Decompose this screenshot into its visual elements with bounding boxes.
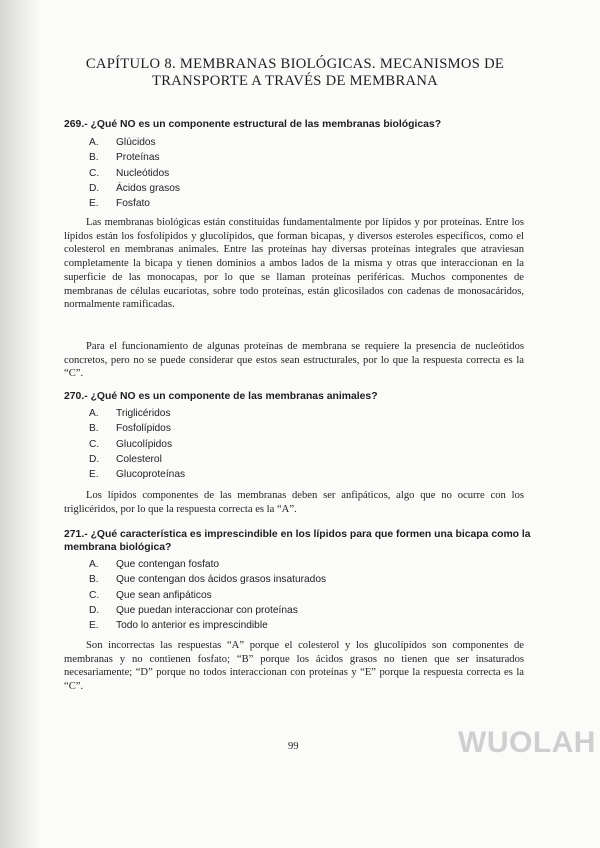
option-item: [89, 603, 326, 618]
option-item: [89, 452, 185, 467]
option-text: Glucolípidos: [116, 438, 173, 450]
question-271: 271.- ¿Qué característica es imprescindible en los lípidos para que formen una bicapa como la membrana biológica?: [64, 529, 531, 553]
page-binding-shadow: [0, 0, 40, 848]
option-text: Glucoproteínas: [116, 469, 186, 481]
option-text: Colesterol: [116, 453, 162, 465]
option-letter: B.: [89, 423, 99, 435]
option-letter: A.: [89, 408, 99, 419]
options-271: [89, 557, 326, 633]
option-item: [89, 572, 326, 587]
question-270: 270.- ¿Qué NO es un componente de las membranas animales?: [64, 391, 378, 402]
option-item: [89, 166, 180, 181]
option-letter: C.: [89, 589, 100, 601]
option-text: Proteínas: [116, 152, 160, 164]
option-text: Todo lo anterior es imprescindible: [116, 620, 268, 632]
option-item: [89, 557, 326, 572]
option-item: [89, 196, 180, 211]
option-text: Que contengan fosfato: [116, 559, 220, 570]
option-text: Que puedan interaccionar con proteínas: [116, 604, 298, 616]
option-item: [89, 588, 326, 603]
explanation-271-paragraph: Son incorrectas las respuestas “A” porque el colesterol y los glucolípidos son componentes de membranas y no contienen fosfato; “B” porque los ácidos grasos no tienen que ser insaturados necesariamente; “D” porque no todos interaccionan con proteínas y “E” porque la respuesta correcta es la “C”.: [64, 640, 524, 693]
option-letter: C.: [89, 438, 100, 450]
option-letter: B.: [89, 152, 99, 164]
options-269: [89, 135, 180, 211]
option-text: Que sean anfipáticos: [116, 589, 212, 601]
option-letter: E.: [89, 198, 99, 210]
option-text: Que contengan dos ácidos grasos insaturados: [116, 574, 327, 586]
option-letter: C.: [89, 167, 100, 179]
explanation-269-paragraph-2: Para el funcionamiento de algunas proteínas de membrana se requiere la presencia de nucleótidos concretos, pero no se puede considerar que estos sean estructurales, por lo que la respuesta correcta es la “C”.: [64, 341, 524, 380]
option-text: Fosfolípidos: [116, 423, 171, 435]
explanation-269-paragraph-1: Las membranas biológicas están constituidas fundamentalmente por lípidos y por proteínas. Entre los lípidos están los fosfolípidos y glucolípidos, que forman bicapas, y diversos esteroles específicos, como el colesterol en membranas animales. Entre las proteínas hay diversas proteínas integrales que atraviesan completamente la bicapa y tienen dominios a ambos lados de la misma y otras que interaccionan en la superficie de las monocapas, por lo que se llaman proteínas periféricas. Muchos componentes de membranas de células eucariotas, sobre todo proteínas, están glicosilados con cadenas de monosacáridos, normalmente ramificadas.: [64, 217, 524, 311]
option-letter: A.: [89, 137, 99, 148]
option-text: Glúcidos: [116, 137, 156, 148]
page-number: 99: [288, 741, 299, 752]
option-text: Triglicéridos: [116, 408, 171, 419]
options-270: [89, 406, 185, 482]
option-item: [89, 181, 180, 196]
option-text: Fosfato: [116, 198, 150, 210]
option-item: [89, 467, 185, 482]
option-item: [89, 421, 185, 436]
explanation-270-paragraph: Los lípidos componentes de las membranas deben ser anfipáticos, algo que no ocurre con los triglicéridos, por lo que la respuesta correcta es la “A”.: [64, 490, 524, 515]
option-item: [89, 437, 185, 452]
option-text: Ácidos grasos: [116, 182, 180, 194]
chapter-title: CAPÍTULO 8. MEMBRANAS BIOLÓGICAS. MECANISMOS DE TRANSPORTE A TRAVÉS DE MEMBRANA: [85, 56, 505, 89]
watermark-logo: WUOLAH: [458, 726, 596, 759]
option-item: [89, 135, 180, 150]
option-text: Nucleótidos: [116, 167, 170, 179]
option-item: [89, 618, 326, 633]
option-item: [89, 406, 185, 421]
option-letter: D.: [89, 604, 100, 616]
option-letter: D.: [89, 453, 100, 465]
option-letter: E.: [89, 469, 99, 481]
option-letter: D.: [89, 182, 100, 194]
option-letter: B.: [89, 574, 99, 586]
option-item: [89, 150, 180, 165]
question-269: 269.- ¿Qué NO es un componente estructural de las membranas biológicas?: [64, 119, 442, 130]
option-letter: A.: [89, 559, 99, 570]
option-letter: E.: [89, 620, 99, 632]
